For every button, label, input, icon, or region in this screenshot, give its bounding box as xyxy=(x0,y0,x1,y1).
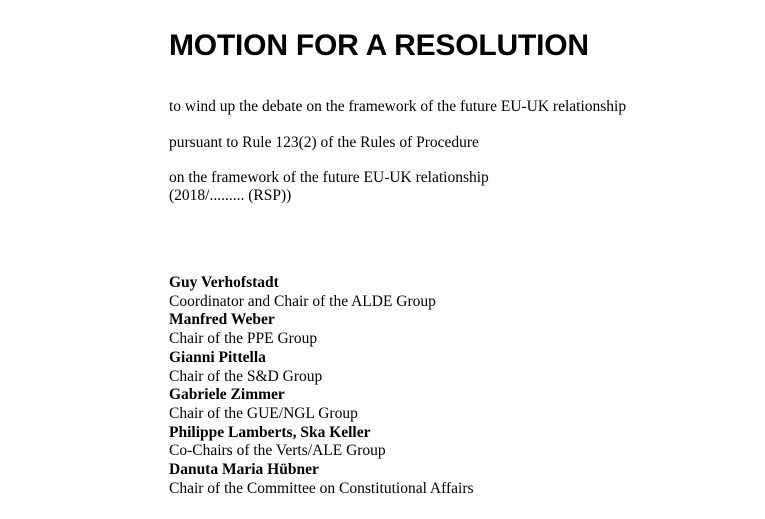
signatory xyxy=(169,424,474,461)
signatory-name: Gabriele Zimmer xyxy=(169,386,285,404)
signatory-name: Guy Verhofstadt xyxy=(169,274,279,291)
signatory-name: Gianni Pittella xyxy=(169,348,266,366)
signatory xyxy=(169,386,474,423)
signatory-name: Danuta Maria Hübner xyxy=(169,461,319,479)
signatory xyxy=(169,274,474,311)
procedure-number-line: (2018/......... (RSP)) xyxy=(169,187,292,204)
signatory-role: Chair of the PPE Group xyxy=(169,330,318,348)
signatory-role: Chair of the Committee on Constitutional Affairs xyxy=(169,479,474,497)
signatory-name: Manfred Weber xyxy=(169,311,275,329)
signatory xyxy=(169,349,474,386)
rule-reference-line: pursuant to Rule 123(2) of the Rules of Procedure xyxy=(169,134,479,151)
signatory-role: Chair of the GUE/NGL Group xyxy=(169,404,358,422)
signatory-name: Philippe Lamberts, Ska Keller xyxy=(169,423,371,441)
signatory-role: Co-Chairs of the Verts/ALE Group xyxy=(169,442,386,460)
signatory xyxy=(169,311,474,348)
signatories-list xyxy=(169,274,474,498)
procedure-purpose-line: to wind up the debate on the framework of the future EU-UK relationship xyxy=(169,98,627,115)
signatory-role: Coordinator and Chair of the ALDE Group xyxy=(169,292,436,310)
subject-line: on the framework of the future EU-UK relationship xyxy=(169,169,489,186)
signatory-role: Chair of the S&D Group xyxy=(169,367,323,385)
document-title: MOTION FOR A RESOLUTION xyxy=(169,29,589,62)
signatory xyxy=(169,461,474,498)
